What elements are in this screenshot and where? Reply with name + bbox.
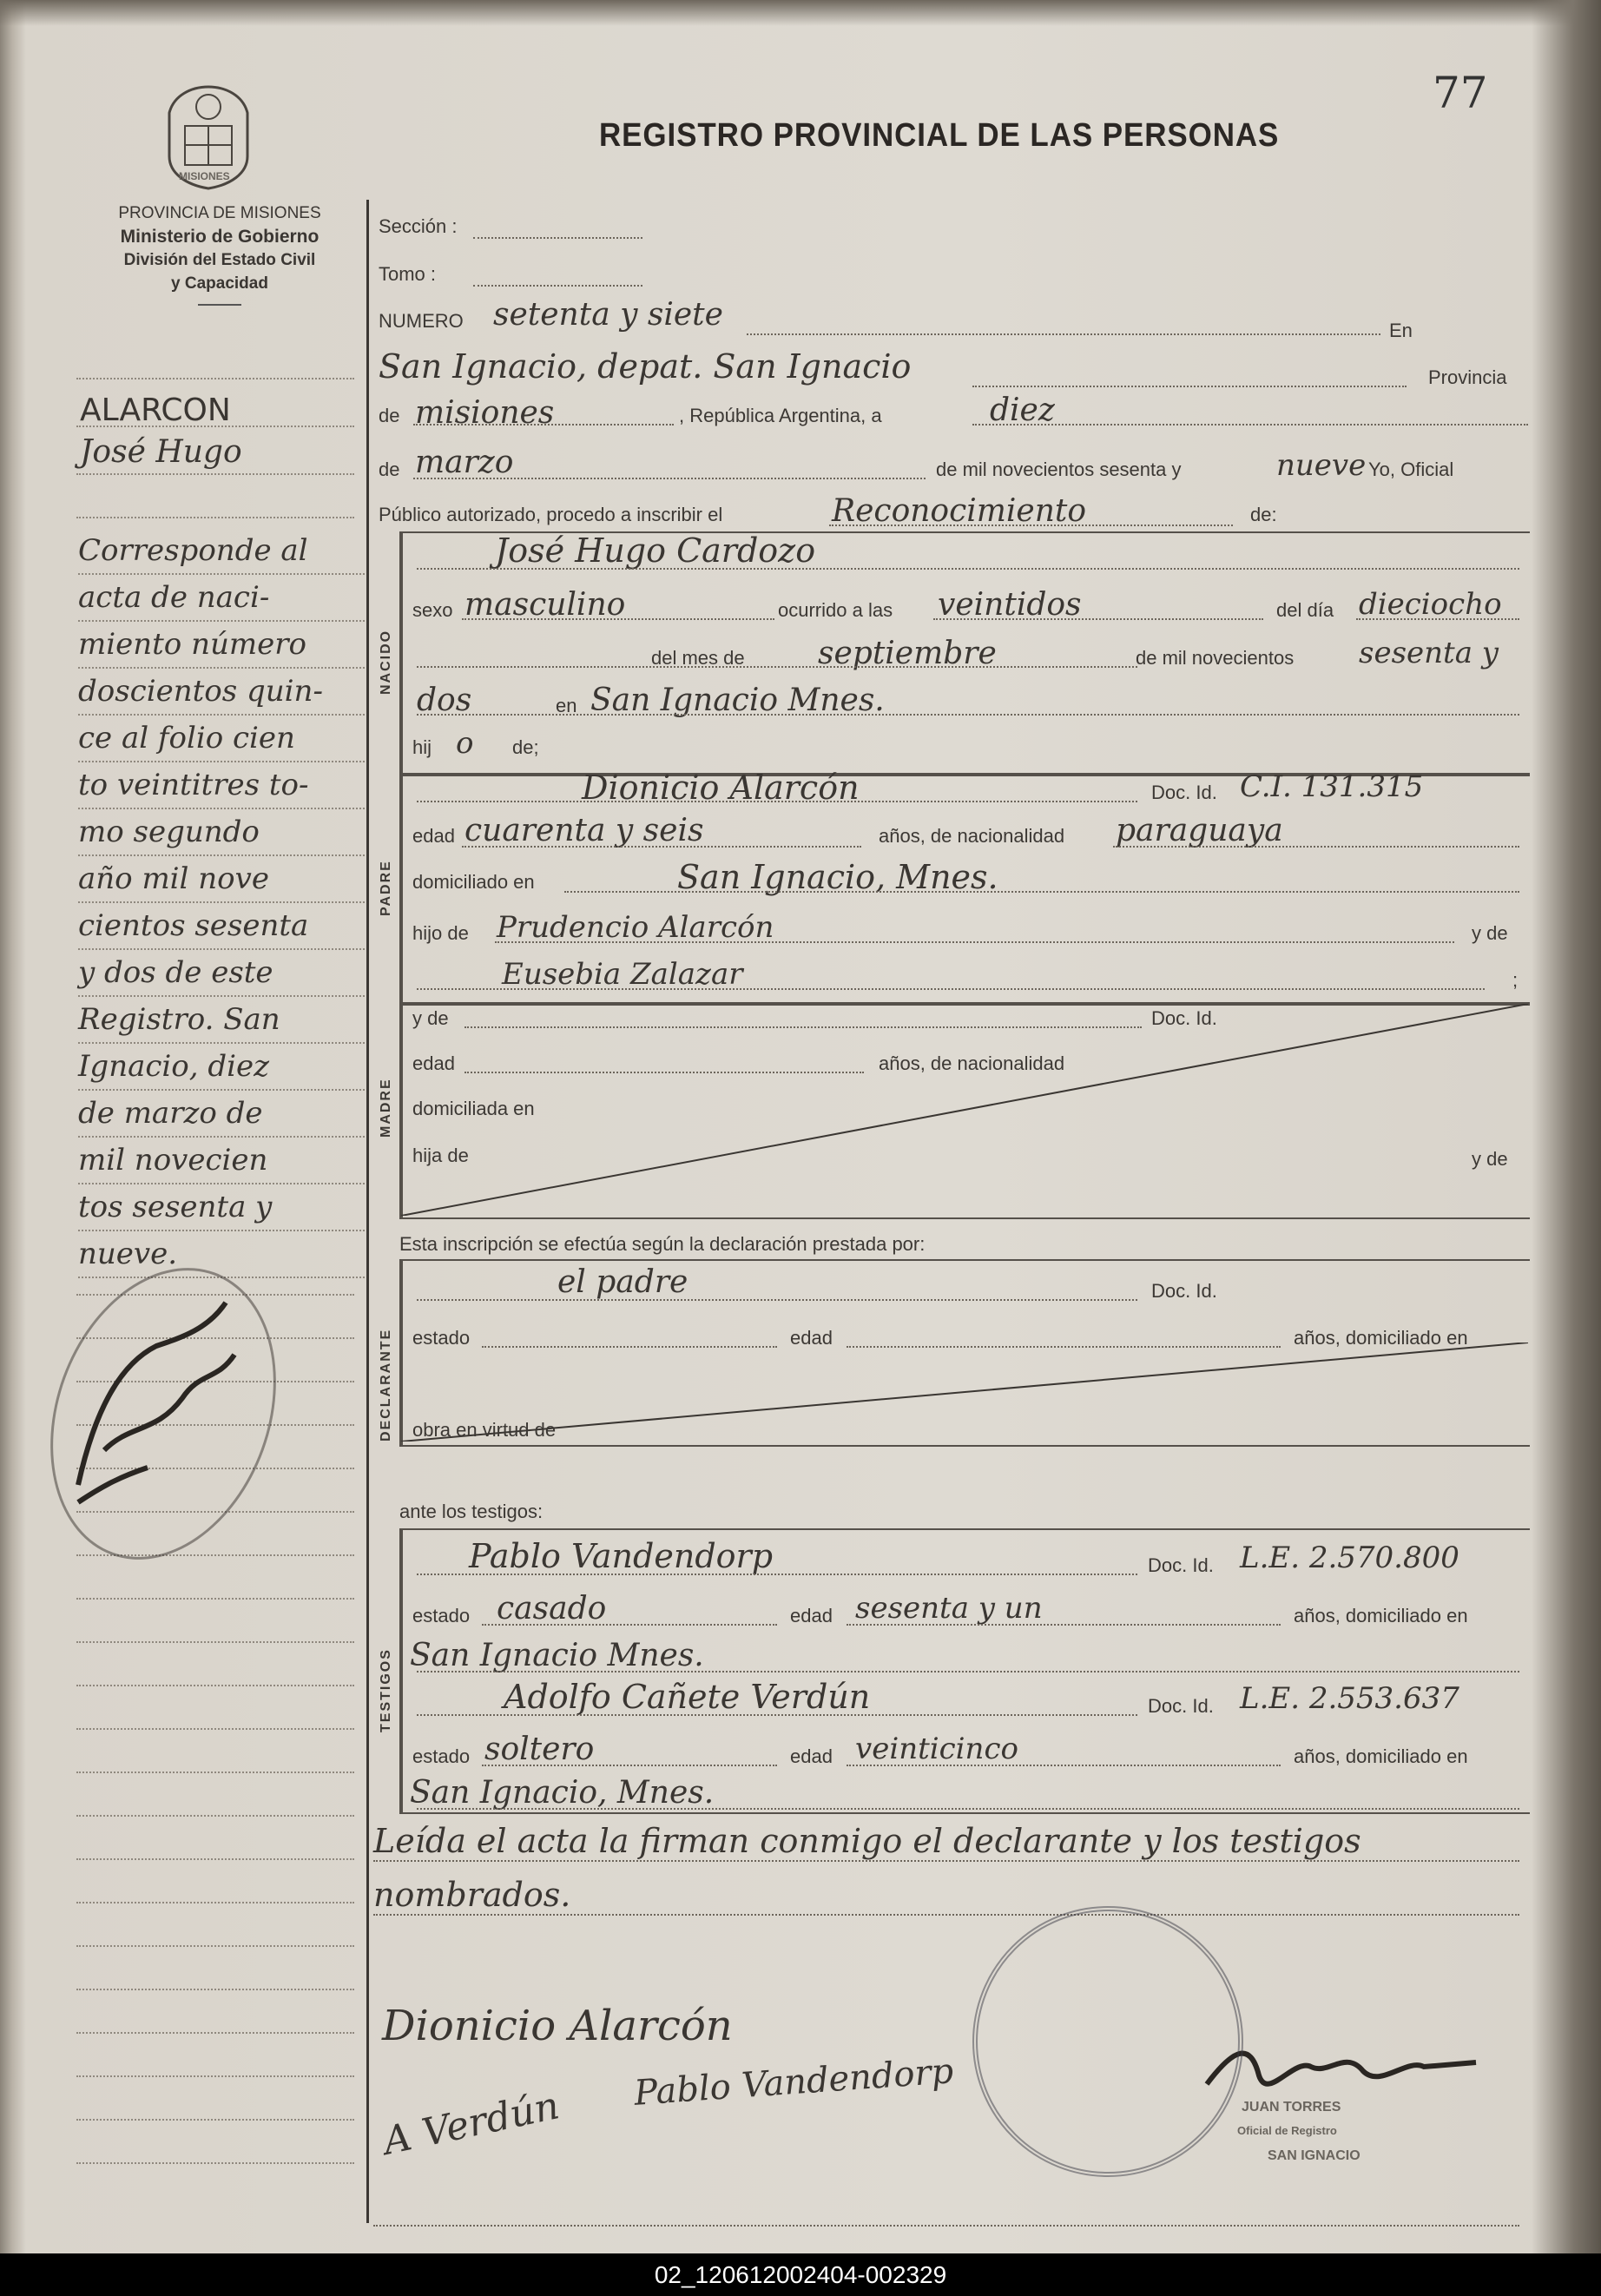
margin-rule — [76, 473, 354, 475]
margin-rule — [76, 1641, 354, 1643]
official-stamp — [972, 1906, 1243, 2177]
margin-rule — [76, 1771, 354, 1773]
margin-rule — [76, 1598, 354, 1600]
padre-padre-de: Prudencio Alarcón — [497, 910, 774, 945]
madre-edad-field[interactable] — [464, 1070, 864, 1073]
margin-divider — [366, 200, 369, 2223]
month-value: marzo — [415, 445, 514, 480]
anio-value-2: dos — [417, 683, 472, 718]
lugar-field[interactable] — [417, 712, 1519, 716]
margin-note-line: doscientos quin- — [78, 669, 365, 716]
declarante-name-field[interactable] — [417, 1297, 1137, 1301]
closing-rule-1 — [373, 1858, 1519, 1862]
padre-semicolon: ; — [1512, 969, 1519, 991]
mes-value: septiembre — [818, 636, 997, 671]
margin-given-name: José Hugo — [80, 434, 242, 470]
madre-hija-label: hija de — [412, 1145, 469, 1166]
mil-label: de mil novecientos sesenta y — [936, 459, 1182, 480]
declarante-estado-field[interactable] — [482, 1344, 777, 1348]
testigo2-domicilio: San Ignacio, Mnes. — [410, 1775, 715, 1811]
margin-rule — [76, 1815, 354, 1817]
del-mes-label: del mes de — [651, 647, 745, 669]
madre-y-de-label: y de — [412, 1007, 449, 1029]
margin-rule — [76, 1728, 354, 1730]
en-label: en — [556, 695, 577, 716]
padre-nacionalidad-field[interactable] — [1113, 844, 1519, 848]
book-edge — [1532, 0, 1601, 2253]
box-rule — [401, 533, 403, 775]
place-field[interactable] — [972, 373, 1407, 387]
stamp-official-name: JUAN TORRES — [1242, 2100, 1341, 2115]
dia-field[interactable] — [1356, 617, 1519, 620]
margin-rule — [76, 2075, 354, 2077]
margin-surname: ALARCON — [80, 393, 231, 428]
signature-testigo-2: A Verdún — [379, 2083, 563, 2164]
padre-doc-label: Doc. Id. — [1151, 782, 1217, 803]
margin-note-line: cientos sesenta — [78, 903, 365, 950]
hij-value: o — [456, 726, 474, 761]
testigo2-edad-value: veinticinco — [855, 1732, 1018, 1766]
place-value: San Ignacio, depat. San Ignacio — [379, 347, 912, 386]
hora-field[interactable] — [933, 617, 1263, 620]
stamp-official-place: SAN IGNACIO — [1268, 2148, 1361, 2163]
republica-label: , República Argentina, a — [679, 405, 882, 426]
act-value: Reconocimiento — [832, 493, 1087, 529]
margin-note-line: año mil nove — [78, 856, 365, 903]
margin-rule — [76, 1945, 354, 1947]
org-capacity: y Capacidad — [171, 274, 268, 293]
margin-rule — [76, 2032, 354, 2034]
sexo-label: sexo — [412, 599, 453, 621]
padre-hijo-label: hijo de — [412, 922, 469, 944]
padre-madre-field[interactable] — [417, 986, 1485, 990]
org-division: División del Estado Civil — [123, 251, 316, 269]
padre-domicilio-label: domiciliado en — [412, 871, 535, 893]
margin-rule — [76, 1989, 354, 1990]
margin-note-line: to veintitres to- — [78, 762, 365, 809]
en-label: En — [1389, 320, 1413, 341]
lugar-value: San Ignacio Mnes. — [590, 683, 885, 718]
tomo-label: Tomo : — [379, 263, 437, 285]
testigo2-estado-value: soltero — [484, 1732, 595, 1767]
stamp-official-title: Oficial de Registro — [1237, 2124, 1337, 2137]
yo-label: Yo, Oficial — [1368, 459, 1454, 480]
testigos-label: TESTIGOS — [379, 1648, 393, 1732]
padre-name: Dionicio Alarcón — [582, 769, 860, 807]
de-label: de — [379, 405, 400, 426]
padre-name-field[interactable] — [417, 799, 1137, 802]
numero-field[interactable] — [747, 321, 1380, 335]
declarante-obra-label: obra en virtud de — [412, 1419, 557, 1441]
bottom-rule — [373, 2223, 1519, 2227]
de-label-2: de — [379, 459, 400, 480]
closing-line-1: Leída el acta la firman conmigo el declarante y los testigos — [373, 1822, 1361, 1860]
declarante-edad-label: edad — [790, 1327, 833, 1349]
crest-text: MISIONES — [179, 170, 230, 182]
margin-rule — [76, 2119, 354, 2121]
testigo1-edad-value: sesenta y un — [855, 1591, 1043, 1626]
madre-label: MADRE — [379, 1078, 393, 1138]
margin-note-line: ce al folio cien — [78, 716, 365, 762]
padre-doc-value: C.I. 131.315 — [1240, 769, 1424, 804]
seccion-field[interactable] — [473, 221, 642, 239]
page-edge-shadow — [0, 0, 1601, 26]
testigo2-anos-label: años, domiciliado en — [1294, 1745, 1468, 1767]
margin-rule — [76, 378, 354, 379]
provincia-field[interactable] — [413, 422, 674, 426]
madre-void-strike — [401, 1004, 1528, 1216]
testigo1-doc-value: L.E. 2.570.800 — [1240, 1541, 1459, 1575]
image-file-id: 02_120612002404-002329 — [0, 2253, 1601, 2296]
padre-domicilio-field[interactable] — [564, 889, 1519, 893]
margin-rule — [76, 426, 354, 427]
publico-label: Público autorizado, procedo a inscribir el — [379, 504, 723, 525]
issuing-organization — [76, 201, 363, 306]
declarante-estado-label: estado — [412, 1327, 471, 1349]
madre-domicilio-label: domiciliada en — [412, 1098, 535, 1119]
padre-edad-label: edad — [412, 825, 455, 847]
padre-nacionalidad-value: paraguaya — [1116, 813, 1283, 848]
declarante-name: el padre — [557, 1264, 688, 1300]
madre-anos-label: años, de nacionalidad — [879, 1052, 1065, 1074]
declarante-void-strike — [401, 1343, 1528, 1442]
mil-novecientos-label: de mil novecientos — [1136, 647, 1295, 669]
closing-rule-2 — [373, 1912, 1519, 1916]
testigo1-estado-value: casado — [497, 1591, 607, 1626]
box-rule — [401, 1530, 403, 1812]
testigo2-edad-field[interactable] — [847, 1763, 1281, 1766]
testigo2-estado-label: estado — [412, 1745, 471, 1767]
tomo-field[interactable] — [473, 269, 642, 287]
madre-y-de2-label: y de — [1472, 1148, 1508, 1170]
padre-edad-field[interactable] — [462, 844, 861, 848]
padre-madre-de: Eusebia Zalazar — [502, 957, 743, 992]
org-ministry: Ministerio de Gobierno — [120, 227, 320, 247]
org-divider — [198, 304, 241, 306]
del-dia-label: del día — [1276, 599, 1334, 621]
margin-rule — [76, 1858, 354, 1860]
signature-testigo-1: Pablo Vandendorp — [632, 2051, 955, 2114]
org-province: PROVINCIA DE MISIONES — [118, 204, 321, 222]
testigo1-name-field[interactable] — [417, 1572, 1137, 1575]
declarante-intro: Esta inscripción se efectúa según la declaración prestada por: — [399, 1233, 926, 1255]
testigo2-name: Adolfo Cañete Verdún — [504, 1678, 871, 1716]
day-field[interactable] — [972, 422, 1528, 426]
nacido-name: José Hugo Cardozo — [495, 531, 816, 570]
testigo2-name-field[interactable] — [417, 1712, 1137, 1716]
numero-value: setenta y siete — [493, 297, 723, 333]
page-number: 77 — [1433, 68, 1488, 118]
padre-padre-field[interactable] — [495, 940, 1454, 943]
margin-note-line: Ignacio, diez — [78, 1044, 365, 1091]
padre-edad-value: cuarenta y seis — [464, 813, 704, 848]
sexo-value: masculino — [464, 587, 626, 623]
declarante-doc-label: Doc. Id. — [1151, 1280, 1217, 1302]
testigo1-domicilio: San Ignacio Mnes. — [410, 1638, 704, 1673]
declarante-edad-field[interactable] — [847, 1344, 1281, 1348]
margin-note-line: acta de naci- — [78, 575, 365, 622]
testigo1-edad-label: edad — [790, 1605, 833, 1626]
declarante-label: DECLARANTE — [379, 1328, 393, 1442]
margin-note-line: de marzo de — [78, 1091, 365, 1138]
testigo1-edad-field[interactable] — [847, 1622, 1281, 1626]
numero-label: NUMERO — [379, 310, 464, 332]
margin-note-line: Corresponde al — [78, 528, 365, 575]
madre-edad-label: edad — [412, 1052, 455, 1074]
declarante-anos-label: años, domiciliado en — [1294, 1327, 1468, 1349]
dia-value: dieciocho — [1359, 587, 1502, 622]
day-value: diez — [990, 393, 1055, 428]
act-field[interactable] — [829, 523, 1233, 526]
madre-name-field[interactable] — [464, 1025, 1142, 1028]
testigo2-doc-label: Doc. Id. — [1148, 1695, 1214, 1717]
padre-label: PADRE — [379, 860, 393, 916]
testigo1-anos-label: años, domiciliado en — [1294, 1605, 1468, 1626]
month-field[interactable] — [413, 476, 926, 479]
provincia-label: Provincia — [1428, 366, 1507, 388]
padre-anos-label: años, de nacionalidad — [879, 825, 1065, 847]
ocurrido-label: ocurrido a las — [778, 599, 893, 621]
testigo1-name: Pablo Vandendorp — [469, 1537, 774, 1575]
testigo2-doc-value: L.E. 2.553.637 — [1240, 1681, 1459, 1716]
margin-rule — [76, 517, 354, 518]
testigos-intro: ante los testigos: — [399, 1501, 544, 1522]
provincia-value: misiones — [415, 395, 555, 431]
margin-note-line: mil novecien — [78, 1138, 365, 1184]
testigo1-domicilio-field[interactable] — [417, 1669, 1519, 1673]
testigo2-estado-field[interactable] — [482, 1763, 777, 1766]
seccion-label: Sección : — [379, 215, 458, 237]
margin-note-line: Registro. San — [78, 997, 365, 1044]
margin-note — [78, 528, 365, 1278]
testigo2-domicilio-field[interactable] — [417, 1806, 1519, 1810]
testigo2-edad-label: edad — [790, 1745, 833, 1767]
testigo1-doc-label: Doc. Id. — [1148, 1554, 1214, 1576]
year-value: nueve — [1276, 448, 1367, 483]
mes-field[interactable] — [417, 664, 1137, 668]
margin-signature-icon — [52, 1277, 278, 1537]
margin-rule — [76, 1902, 354, 1903]
box-rule — [401, 775, 403, 1004]
signature-declarante: Dionicio Alarcón — [382, 2002, 733, 2050]
testigo1-estado-label: estado — [412, 1605, 471, 1626]
madre-doc-label: Doc. Id. — [1151, 1007, 1217, 1029]
margin-note-line: y dos de este — [78, 950, 365, 997]
margin-note-line: miento número — [78, 622, 365, 669]
hora-value: veintidos — [938, 587, 1082, 623]
margin-rule — [76, 2162, 354, 2164]
nacido-name-field[interactable] — [417, 566, 1519, 570]
margin-note-line: mo segundo — [78, 809, 365, 856]
de2-label: de: — [1250, 504, 1277, 525]
testigo1-estado-field[interactable] — [482, 1622, 777, 1626]
de-semicolon-label: de; — [512, 736, 539, 758]
padre-domicilio-value: San Ignacio, Mnes. — [677, 858, 998, 896]
nacido-label: NACIDO — [379, 629, 393, 695]
margin-note-line: nueve. — [78, 1231, 365, 1278]
margin-note-line: tos sesenta y — [78, 1184, 365, 1231]
hij-label: hij — [412, 736, 432, 758]
anio-value-1: sesenta y — [1359, 636, 1499, 670]
padre-y-de-label: y de — [1472, 922, 1508, 944]
closing-line-2: nombrados. — [373, 1876, 571, 1914]
sexo-field[interactable] — [462, 617, 774, 620]
document-title: REGISTRO PROVINCIAL DE LAS PERSONAS — [599, 117, 1280, 154]
margin-rule — [76, 1685, 354, 1686]
